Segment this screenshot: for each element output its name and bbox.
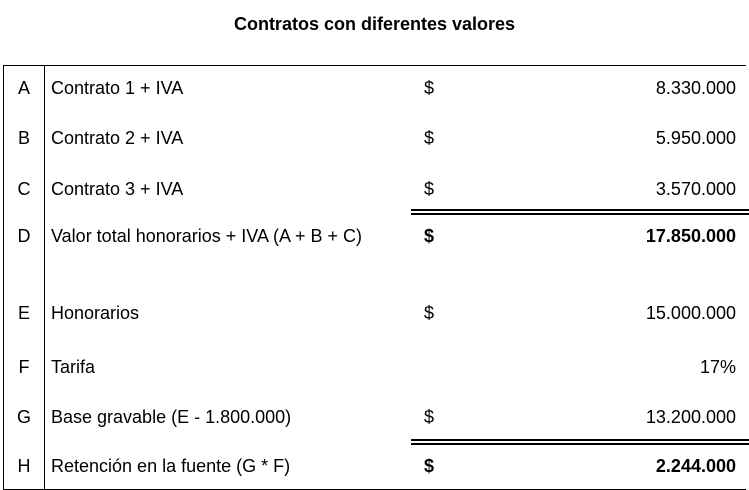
row-code: G <box>16 407 31 427</box>
table-row <box>0 355 749 379</box>
row-amount: 8.330.000 <box>655 78 736 98</box>
currency-symbol: $ <box>424 179 435 199</box>
table-row <box>0 405 749 429</box>
row-amount: 17% <box>699 357 736 377</box>
row-label: Contrato 1 + IVA <box>51 78 184 98</box>
document-title: Contratos con diferentes valores <box>233 14 516 34</box>
row-amount: 3.570.000 <box>655 179 736 199</box>
result-double-rule <box>411 439 749 445</box>
currency-symbol: $ <box>424 456 435 476</box>
table-row <box>0 177 749 201</box>
row-label: Contrato 2 + IVA <box>51 128 184 148</box>
table-row <box>0 76 749 100</box>
currency-symbol: $ <box>424 407 435 427</box>
subtotal-double-rule <box>411 209 749 215</box>
row-code: H <box>17 456 31 476</box>
row-label: Tarifa <box>51 357 96 377</box>
table-row <box>0 126 749 150</box>
row-code: C <box>17 179 31 199</box>
row-amount: 17.850.000 <box>645 226 736 246</box>
table-row-total <box>0 224 749 248</box>
row-code: D <box>17 226 31 246</box>
currency-symbol: $ <box>424 78 435 98</box>
row-amount: 13.200.000 <box>645 407 736 427</box>
row-label: Contrato 3 + IVA <box>51 179 184 199</box>
row-code: B <box>17 128 30 148</box>
row-code: E <box>17 303 30 323</box>
row-code: A <box>17 78 30 98</box>
table-row <box>0 301 749 325</box>
row-amount: 15.000.000 <box>645 303 736 323</box>
row-amount: 2.244.000 <box>655 456 736 476</box>
row-label: Retención en la fuente (G * F) <box>51 456 291 476</box>
table-row-total <box>0 454 749 478</box>
currency-symbol: $ <box>424 226 435 246</box>
currency-symbol: $ <box>424 128 435 148</box>
row-label: Honorarios <box>51 303 140 323</box>
row-code: F <box>18 357 30 377</box>
row-label: Base gravable (E - 1.800.000) <box>51 407 292 427</box>
currency-symbol: $ <box>424 303 435 323</box>
row-label: Valor total honorarios + IVA (A + B + C) <box>51 226 362 246</box>
row-amount: 5.950.000 <box>655 128 736 148</box>
